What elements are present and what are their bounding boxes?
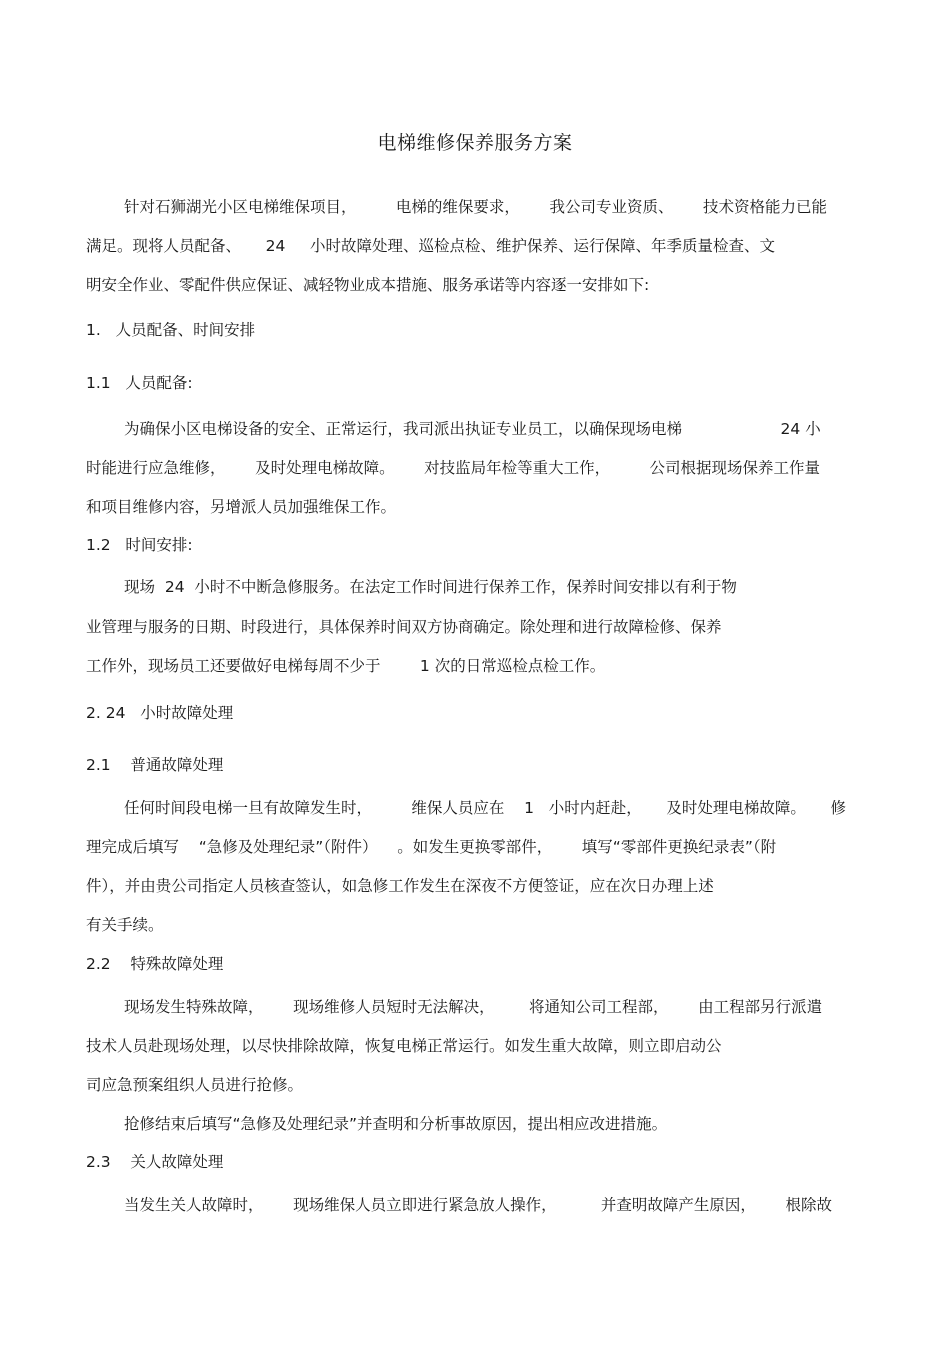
section-heading-2-1: 2.1 普通故障处理 <box>86 756 224 774</box>
paragraph-line: 技术人员赴现场处理，以尽快排除故障，恢复电梯正常运行。如发生重大故障，则立即启动公 <box>86 1037 722 1055</box>
section-heading-2: 2. 24 小时故障处理 <box>86 704 234 722</box>
paragraph-line: 有关手续。 <box>86 916 164 934</box>
section-heading-1-2: 1.2 时间安排: <box>86 536 193 554</box>
paragraph-line: 时能进行应急维修， 及时处理电梯故障。 对技监局年检等重大工作， 公司根据现场保养工作量 <box>86 459 821 477</box>
paragraph-line: 工作外，现场员工还要做好电梯每周不少于 1 次的日常巡检点检工作。 <box>86 657 606 675</box>
intro-line-2: 满足。现将人员配备、 24 小时故障处理、巡检点检、维护保养、运行保障、年季质量检查、文 <box>86 237 775 255</box>
intro-line-1: 针对石狮湖光小区电梯维保项目， 电梯的维保要求， 我公司专业资质、 技术资格能力已能 <box>124 198 828 216</box>
document-title: 电梯维修保养服务方案 <box>377 132 573 154</box>
paragraph-line: 理完成后填写 “急修及处理纪录”（附件） 。如发生更换零部件， 填写“零部件更换纪录表”（附 <box>86 838 777 856</box>
paragraph-line: 任何时间段电梯一旦有故障发生时， 维保人员应在 1 小时内赶赴， 及时处理电梯故障。 修 <box>124 799 847 817</box>
section-heading-2-3: 2.3 关人故障处理 <box>86 1153 224 1171</box>
paragraph-line: 和项目维修内容，另增派人员加强维保工作。 <box>86 498 397 516</box>
paragraph-line: 司应急预案组织人员进行抢修。 <box>86 1076 304 1094</box>
paragraph-line: 为确保小区电梯设备的安全、正常运行，我司派出执证专业员工，以确保现场电梯 24 小 <box>124 420 821 438</box>
paragraph-line: 现场 24 小时不中断急修服务。在法定工作时间进行保养工作，保养时间安排以有利于物 <box>124 578 737 596</box>
paragraph-line: 业管理与服务的日期、时段进行，具体保养时间双方协商确定。除处理和进行故障检修、保养 <box>86 618 722 636</box>
section-heading-1-1: 1.1 人员配备: <box>86 374 193 392</box>
paragraph-line: 抢修结束后填写“急修及处理纪录”并查明和分析事故原因，提出相应改进措施。 <box>124 1115 668 1133</box>
paragraph-line: 件），并由贵公司指定人员核查签认，如急修工作发生在深夜不方便签证，应在次日办理上述 <box>86 877 714 895</box>
intro-line-3: 明安全作业、零配件供应保证、减轻物业成本措施、服务承诺等内容逐一安排如下: <box>86 276 650 294</box>
section-heading-1: 1. 人员配备、时间安排 <box>86 321 256 339</box>
paragraph-line: 当发生关人故障时， 现场维保人员立即进行紧急放人操作， 并查明故障产生原因， 根除故 <box>124 1196 832 1214</box>
paragraph-line: 现场发生特殊故障， 现场维修人员短时无法解决， 将通知公司工程部， 由工程部另行派遣 <box>124 998 823 1016</box>
section-heading-2-2: 2.2 特殊故障处理 <box>86 955 224 973</box>
